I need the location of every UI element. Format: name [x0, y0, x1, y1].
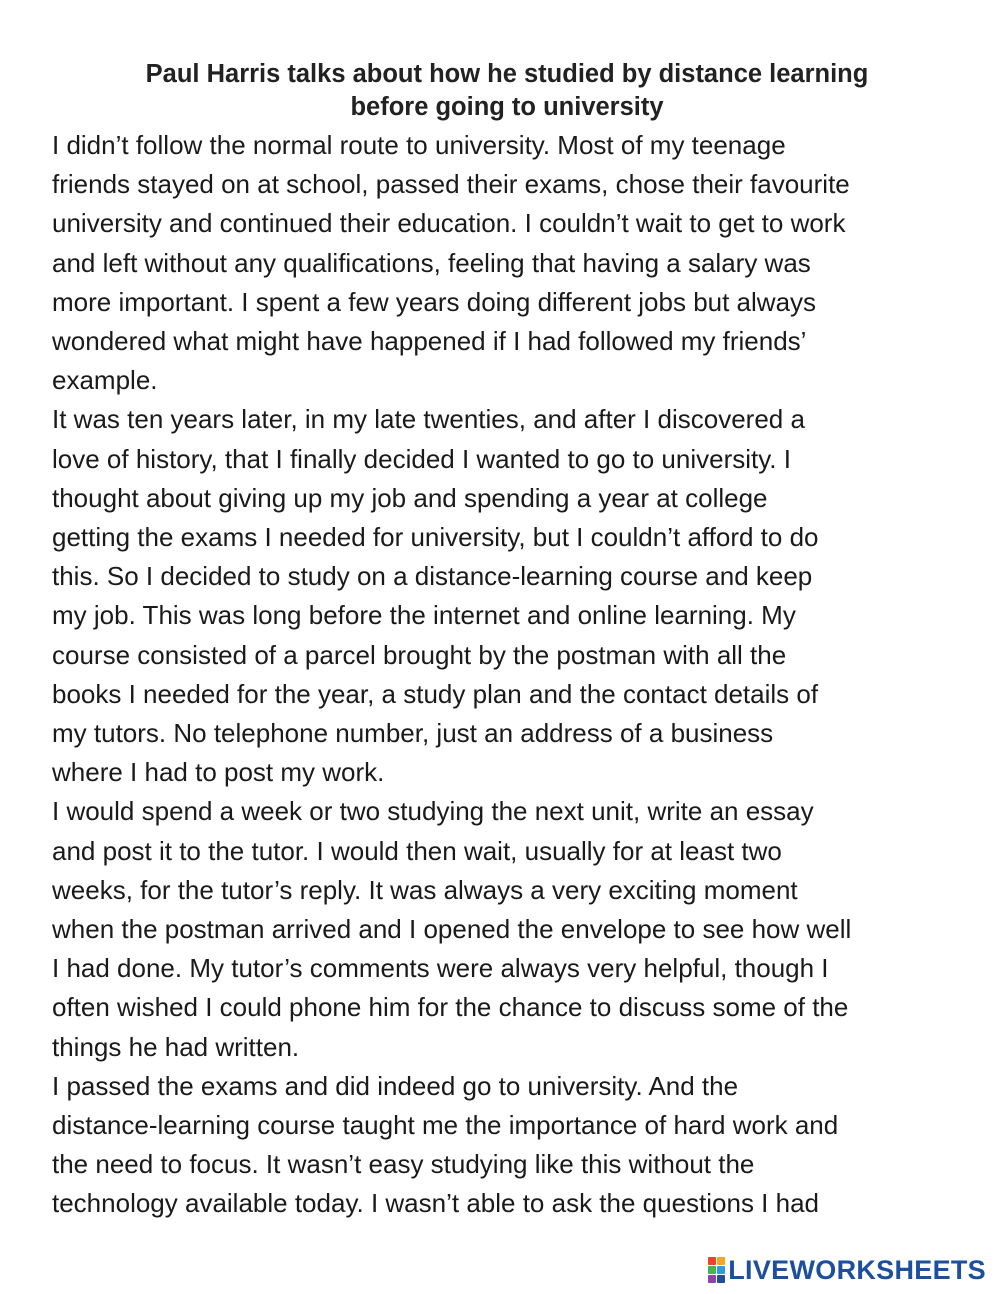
logo-text: LIVEWORKSHEETS [728, 1254, 986, 1285]
paragraph-line: more important. I spent a few years doing different jobs but always [52, 286, 817, 317]
paragraph-line: the need to focus. It wasn’t easy studying like this without the [52, 1149, 755, 1180]
liveworksheets-logo [708, 1254, 986, 1286]
paragraph-line: I didn’t follow the normal route to university. Most of my teenage [52, 130, 786, 160]
logo-mark-square [717, 1257, 725, 1265]
paragraph-line: love of history, that I finally decided I wanted to go to university. I [52, 443, 791, 474]
logo-mark-square [708, 1275, 716, 1283]
paragraph [52, 126, 962, 400]
paragraph [52, 400, 962, 792]
paragraph-line: course consisted of a parcel brought by the postman with all the [52, 639, 787, 670]
paragraph-line: and left without any qualifications, feeling that having a salary was [52, 247, 811, 278]
paragraph-line: weeks, for the tutor’s reply. It was always a very exciting moment [52, 874, 798, 905]
paragraph-line: getting the exams I needed for university, but I couldn’t afford to do [52, 522, 819, 553]
logo-mark-square [717, 1266, 725, 1274]
document-title [52, 58, 962, 124]
paragraph-line: when the postman arrived and I opened the envelope to see how well [52, 914, 852, 945]
paragraph-line: example. [52, 365, 158, 396]
paragraph-line: technology available today. I wasn’t able to ask the questions I had [52, 1188, 820, 1219]
paragraph-line: things he had written. [52, 1031, 300, 1062]
paragraph-line: friends stayed on at school, passed their exams, chose their favourite [52, 169, 850, 200]
paragraph-line: where I had to post my work. [52, 757, 385, 788]
liveworksheets-logo-icon [708, 1257, 725, 1283]
paragraph-line: wondered what might have happened if I had followed my friends’ [52, 326, 807, 357]
paragraph-line: this. So I decided to study on a distance-learning course and keep [52, 561, 813, 592]
logo-mark-square [708, 1266, 716, 1274]
paragraph-line: It was ten years later, in my late twenties, and after I discovered a [52, 404, 805, 435]
logo-mark-square [717, 1275, 725, 1283]
paragraph-line: thought about giving up my job and spending a year at college [52, 482, 768, 513]
paragraph-line: my job. This was long before the internet and online learning. My [52, 600, 796, 631]
paragraph-line: books I needed for the year, a study plan and the contact details of [52, 678, 819, 709]
document-body [52, 126, 962, 1224]
paragraph-line: often wished I could phone him for the chance to discuss some of the [52, 992, 849, 1023]
paragraph [52, 792, 962, 1066]
title-line: Paul Harris talks about how he studied by distance learning [145, 60, 869, 88]
logo-mark-square [708, 1257, 716, 1265]
paragraph-line: and post it to the tutor. I would then wait, usually for at least two [52, 835, 782, 866]
paragraph-line: I would spend a week or two studying the next unit, write an essay [52, 796, 814, 827]
paragraph-line: my tutors. No telephone number, just an address of a business [52, 718, 774, 749]
paragraph-line: distance-learning course taught me the importance of hard work and [52, 1110, 839, 1141]
title-line: before going to university [350, 93, 664, 121]
paragraph-line: university and continued their education. I couldn’t wait to get to work [52, 208, 846, 239]
paragraph-line: I passed the exams and did indeed go to university. And the [52, 1070, 739, 1101]
document-page [52, 58, 962, 1224]
paragraph [52, 1067, 962, 1224]
paragraph-line: I had done. My tutor’s comments were always very helpful, though I [52, 953, 829, 984]
